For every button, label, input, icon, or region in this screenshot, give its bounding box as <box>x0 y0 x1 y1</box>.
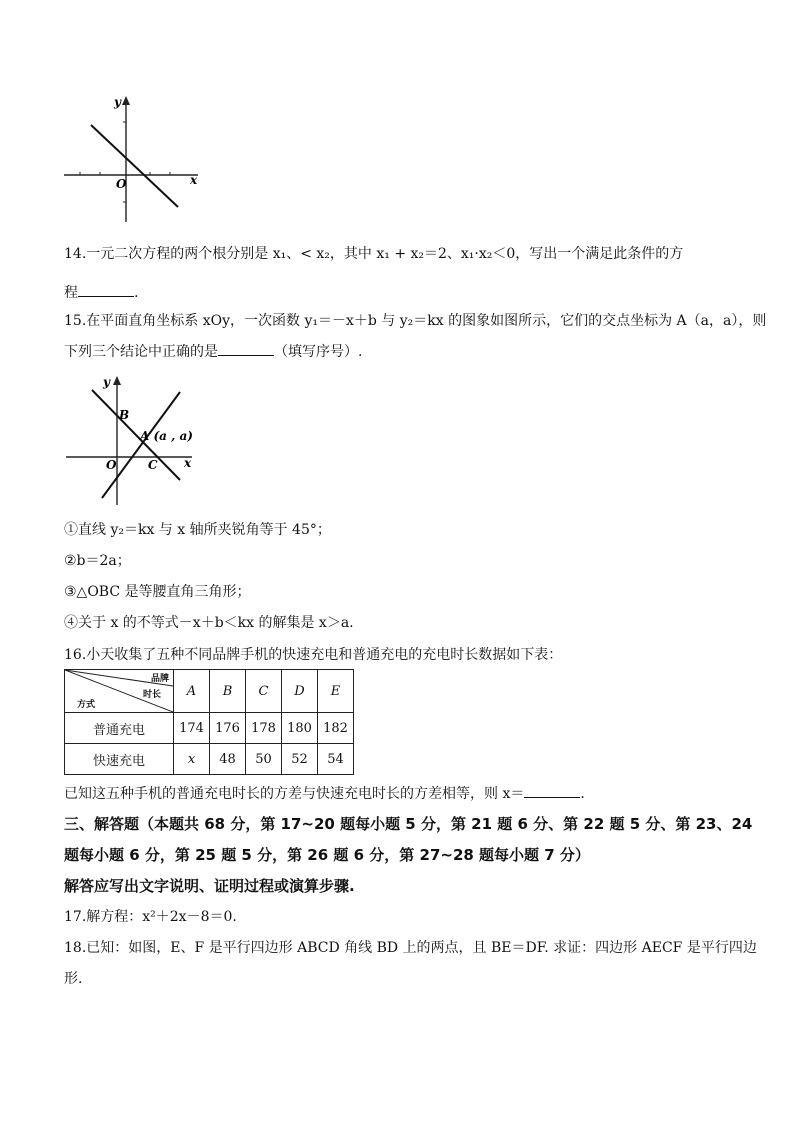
q18-line-1: 18.已知：如图，E、F 是平行四边形 ABCD 角线 BD 上的两点，且 BE＝DF. 求证：四边形 AECF 是平行四边 <box>64 940 757 956</box>
table-cell: 174 <box>174 713 210 744</box>
graph-2 <box>62 370 202 508</box>
brand-a: A <box>174 670 210 713</box>
q15-suffix: （填写序号）. <box>274 344 363 360</box>
table-header-row <box>65 670 354 713</box>
graph-2-point-c: C <box>148 458 158 472</box>
q16-conclusion-prefix: 已知这五种手机的普通充电时长的方差与快速充电时长的方差相等，则 x＝ <box>64 786 525 802</box>
option-4: ④关于 x 的不等式－x＋b＜kx 的解集是 x＞a. <box>64 615 354 631</box>
q15-answer-blank <box>218 341 274 356</box>
graph-1-function-line <box>91 125 178 207</box>
q16-conclusion <box>64 783 732 804</box>
row-label-fast: 快速充电 <box>65 744 174 775</box>
section-3-title-line-1: 三、解答题（本题共 68 分，第 17~20 题每小题 5 分，第 21 题 6 分、第 22 题 5 分、第 23、24 <box>64 815 753 833</box>
table-cell: 182 <box>318 713 354 744</box>
q18-line-2: 形. <box>64 971 83 987</box>
table-cell: 50 <box>246 744 282 775</box>
brand-d: D <box>282 670 318 713</box>
table-cell: 48 <box>210 744 246 775</box>
graph-1-x-label: x <box>190 173 198 187</box>
graph-2-x-label: x <box>184 456 192 470</box>
row-label-normal: 普通充电 <box>65 713 174 744</box>
q16-answer-blank <box>524 783 580 798</box>
table-cell: x <box>174 744 210 775</box>
graph-1-origin-label: O <box>116 177 127 191</box>
table-row <box>65 744 354 775</box>
q15-line-2 <box>64 341 732 362</box>
corner-method-label: 方式 <box>77 700 96 710</box>
section-3-title-line-2: 题每小题 6 分，第 25 题 5 分，第 26 题 6 分，第 27~28 题每小题 7 分） <box>64 846 590 864</box>
graph-2-point-b: B <box>119 408 130 422</box>
brand-c: C <box>246 670 282 713</box>
q17-text: 17.解方程：x²＋2x－8＝0. <box>64 909 237 925</box>
graph-2-y-arrow <box>113 376 121 385</box>
graph-2-point-a: A (a , a) <box>140 429 193 443</box>
table-cell: 54 <box>318 744 354 775</box>
graph-2-line-y2 <box>102 392 180 498</box>
table-cell: 176 <box>210 713 246 744</box>
option-3: ③△OBC 是等腰直角三角形； <box>64 584 251 600</box>
corner-time-label: 时长 <box>142 690 161 700</box>
q14-line-2 <box>64 282 732 303</box>
graph-1 <box>60 92 205 227</box>
charging-table <box>64 669 354 775</box>
option-1: ①直线 y₂＝kx 与 x 轴所夹锐角等于 45°； <box>64 522 331 538</box>
q15-prefix: 下列三个结论中正确的是 <box>64 344 218 360</box>
q14-prefix: 程 <box>64 285 78 301</box>
graph-2-origin-label: O <box>106 458 117 472</box>
table-cell: 52 <box>282 744 318 775</box>
table-corner-cell <box>65 670 174 713</box>
q15-line-1: 15.在平面直角坐标系 xOy，一次函数 y₁＝－x＋b 与 y₂＝kx 的图象如图所示，它们的交点坐标为 A（a，a），则 <box>64 313 767 329</box>
table-row <box>65 713 354 744</box>
graph-2-y-label: y <box>103 375 110 389</box>
table-cell: 180 <box>282 713 318 744</box>
q14-line-1: 14.一元二次方程的两个根分别是 x₁、< x₂，其中 x₁ + x₂＝2、x₁·x₂＜0，写出一个满足此条件的方 <box>64 246 684 262</box>
section-3-instruction: 解答应写出文字说明、证明过程或演算步骤. <box>64 877 355 895</box>
brand-e: E <box>318 670 354 713</box>
option-2: ②b＝2a； <box>64 553 131 569</box>
brand-b: B <box>210 670 246 713</box>
q14-suffix: . <box>134 285 139 301</box>
q14-answer-blank <box>78 282 134 297</box>
table-cell: 178 <box>246 713 282 744</box>
graph-1-y-label: y <box>114 95 121 109</box>
graph-1-y-arrow <box>122 96 130 105</box>
corner-brand-label: 品牌 <box>150 674 169 684</box>
q16-intro: 16.小天收集了五种不同品牌手机的快速充电和普通充电的充电时长数据如下表： <box>64 647 563 663</box>
q16-conclusion-suffix: . <box>580 786 585 802</box>
